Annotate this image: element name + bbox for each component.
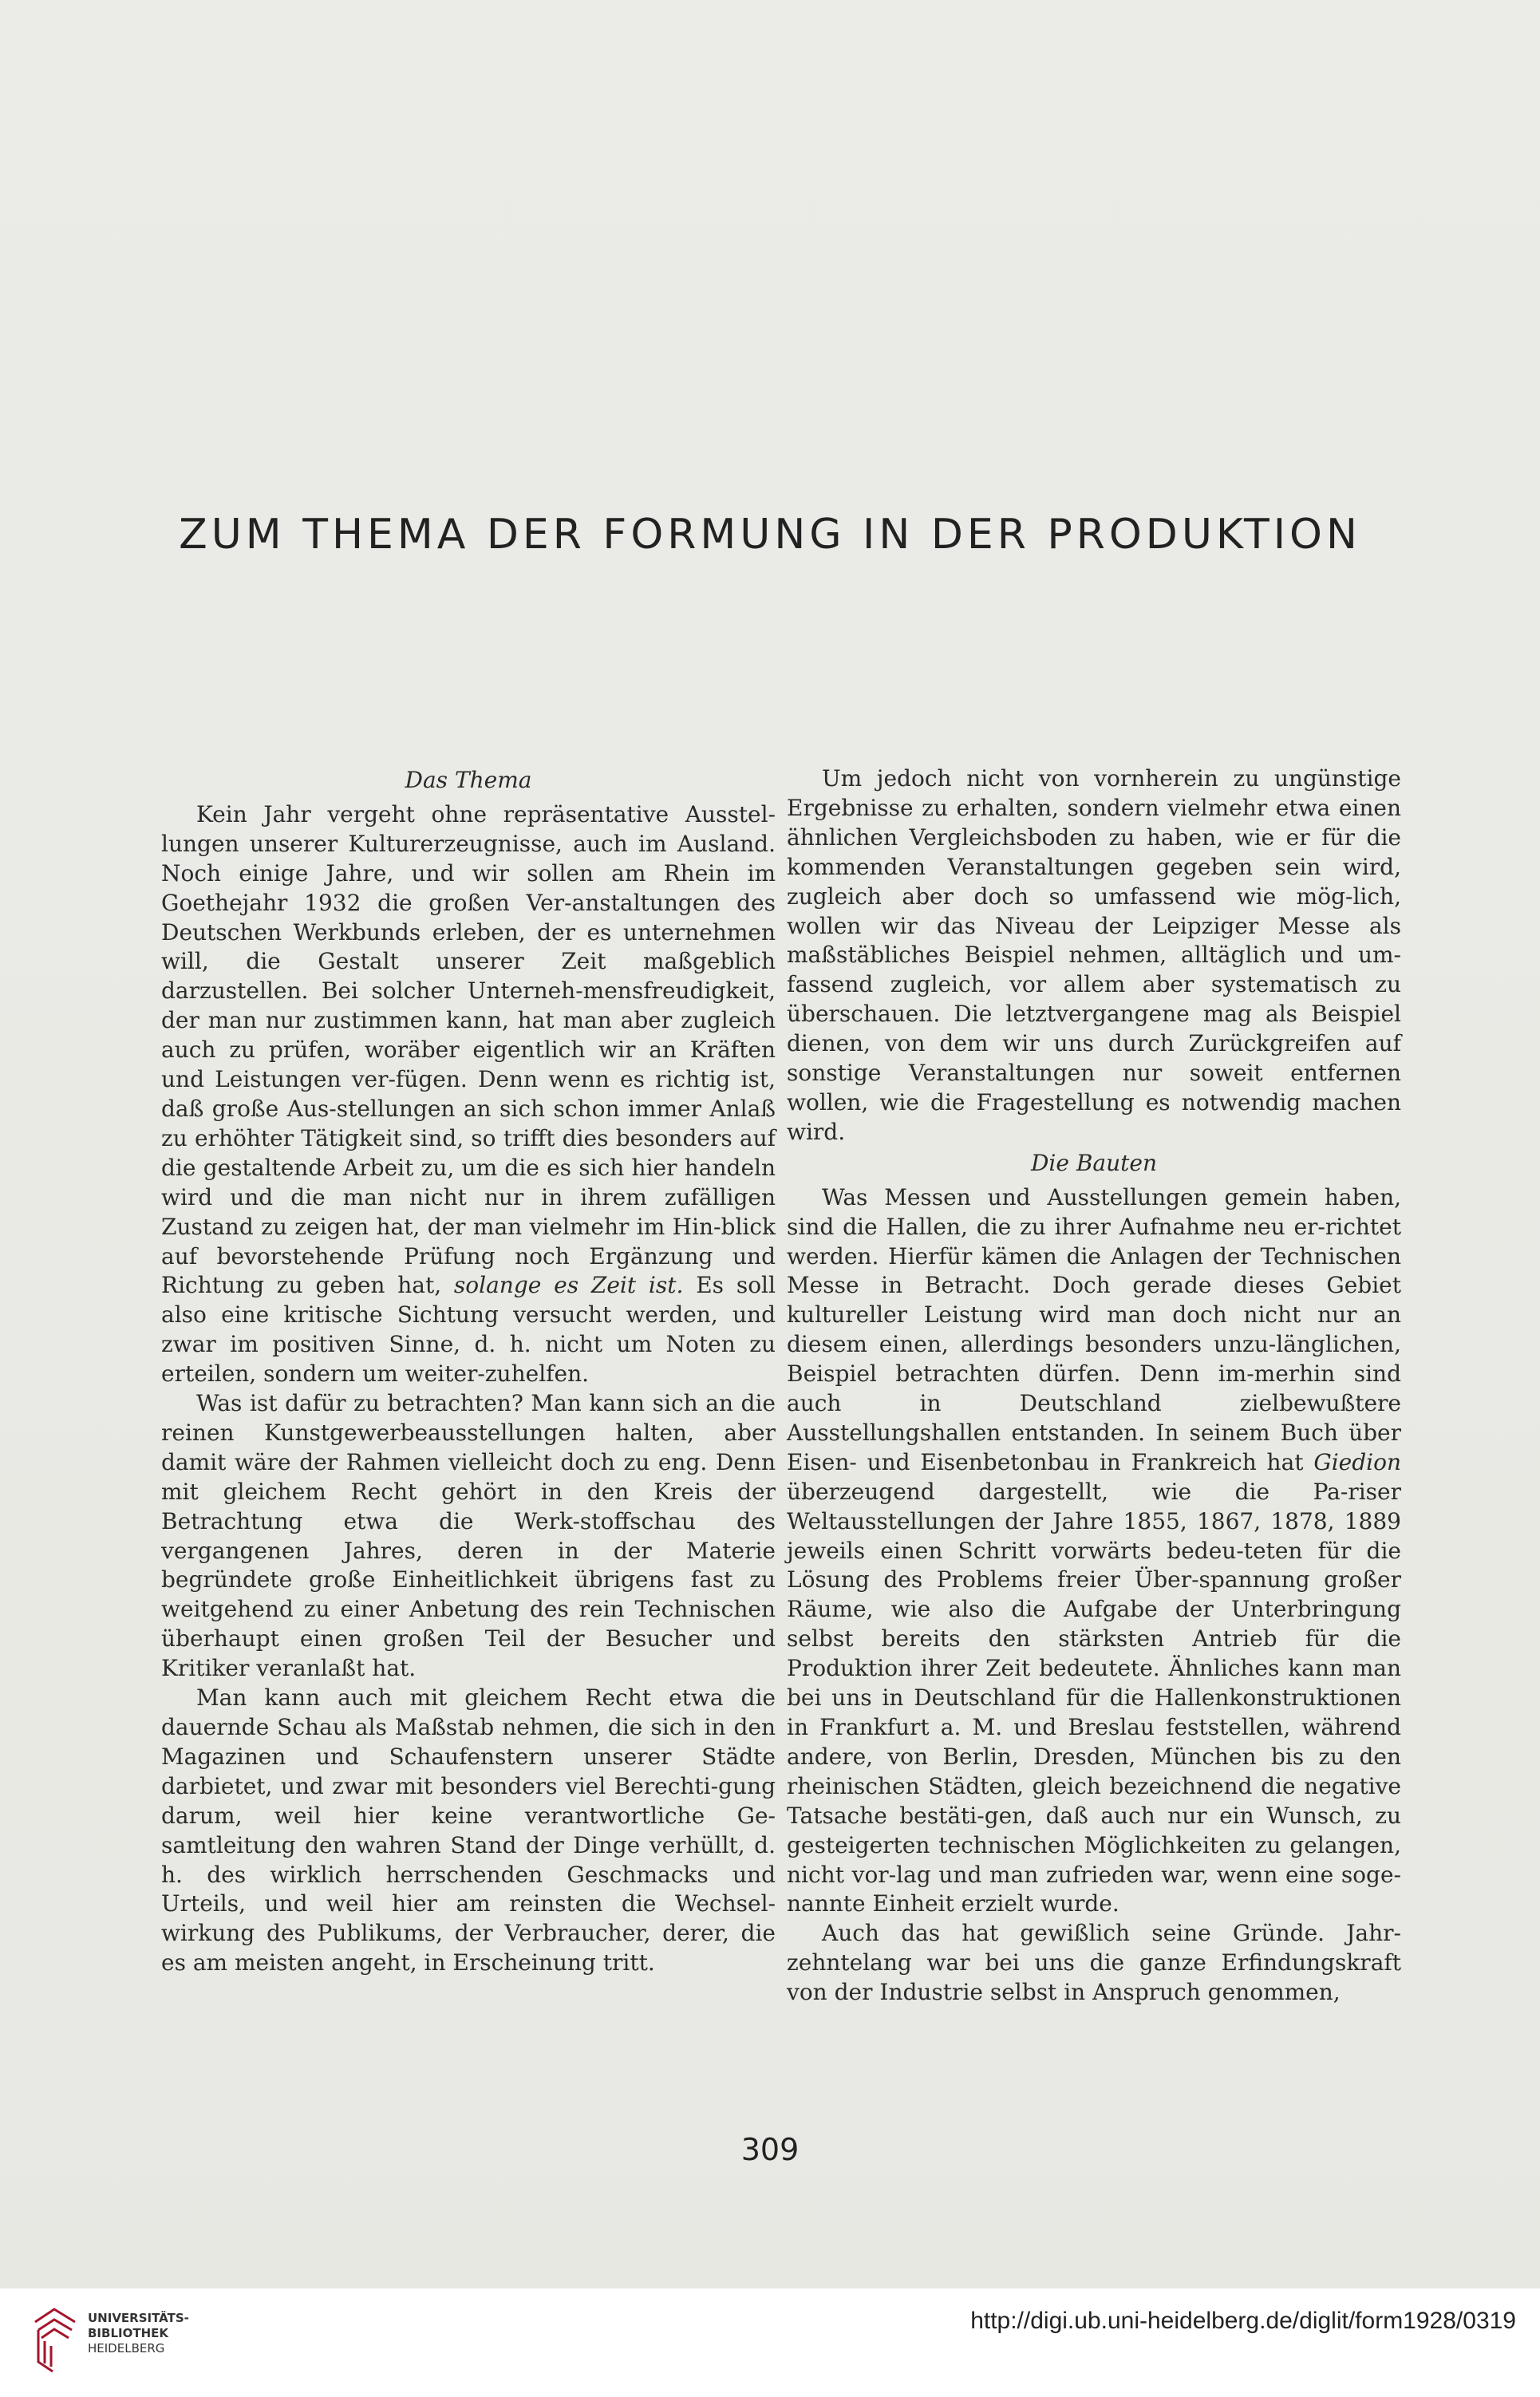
library-line: BIBLIOTHEK <box>88 2326 168 2340</box>
emphasis-text: Giedion <box>1313 1448 1401 1475</box>
emphasis-text: solange es Zeit ist. <box>453 1272 684 1299</box>
article-title: ZUM THEMA DER FORMUNG IN DER PRODUKTION <box>179 511 1361 559</box>
library-line: UNIVERSITÄTS- <box>88 2311 189 2325</box>
paragraph: Was ist dafür zu betrachten? Man kann sich an die reinen Kunstgewerbeausstellungen halten, aber damit wäre der Rahmen vielleicht doch zu eng. Denn mit gleichem Recht gehört in den Kreis der Betrachtung etwa die Werk-stoffschau des vergangenen Jahres, deren in der Materie begründete große Einheitlichkeit übrigens fast zu weitgehend zu einer Anbetung des rein Technischen überhaupt einen großen Teil der Besucher und Kritiker veranlaßt hat. <box>161 1390 776 1682</box>
library-name <box>88 2311 189 2356</box>
page-number: 309 <box>740 2132 800 2167</box>
library-line: HEIDELBERG <box>88 2341 165 2356</box>
paragraph <box>787 1183 1401 1920</box>
paragraph-text: Es soll also eine kritische Sichtung versucht werden, und zwar im positiven Sinne, d. h. nicht um Noten zu erteilen, sondern um weiter-zuhelfen. <box>161 1272 776 1388</box>
right-column <box>787 764 1401 2008</box>
section-heading: Das Thema <box>405 767 532 793</box>
paragraph: Auch das hat gewißlich seine Gründe. Jahr-zehntelang war bei uns die ganze Erfindungskraft von der Industrie selbst in Anspruch genommen, <box>787 1920 1401 2006</box>
section-heading: Die Bauten <box>1030 1149 1158 1176</box>
left-column <box>161 764 776 1978</box>
source-url-link[interactable]: http://digi.ub.uni-heidelberg.de/diglit/form1928/0319 <box>970 2308 1516 2334</box>
paragraph-text: Was Messen und Ausstellungen gemein haben, sind die Hallen, die zu ihrer Aufnahme neu er-richtet werden. Hierfür kämen die Anlagen der Technischen Messe in Betracht. Doch gerade dieses Gebiet kultureller Leistung wird man doch nicht nur an diesem einen, allerdings besonders unzu-länglichen, Beispiel betrachten dürfen. Denn im-merhin sind auch in Deutschland zielbewußtere Ausstellungshallen entstanden. In seinem Buch über Eisen- und Eisenbetonbau in Frankreich hat <box>787 1183 1401 1475</box>
paragraph: Man kann auch mit gleichem Recht etwa die dauernde Schau als Maßstab nehmen, die sich in den Magazinen und Schaufenstern unserer Städte darbietet, und zwar mit besonders viel Berechti-gung darum, weil hier keine verantwortliche Ge-samtleitung den wahren Stand der Dinge verhüllt, d. h. des wirklich herrschenden Geschmacks und Urteils, und weil hier am reinsten die Wechsel-wirkung des Publikums, der Verbraucher, derer, die es am meisten angeht, in Erscheinung tritt. <box>161 1684 776 1976</box>
library-logo-icon <box>30 2306 80 2375</box>
paragraph-text: Kein Jahr vergeht ohne repräsentative Ausstel-lungen unserer Kulturerzeugnisse, auch im Ausland. Noch einige Jahre, und wir sollen am Rhein im Goethejahr 1932 die großen Ver-anstaltungen des Deutschen Werkbunds erleben, der es unternehmen will, die Gestalt unserer Zeit maßgeblich darzustellen. Bei solcher Unterneh-mensfreudigkeit, der man nur zustimmen kann, hat man aber zugleich auch zu prüfen, woräber eigentlich wir an Kräften und Leistungen ver-fügen. Denn wenn es richtig ist, daß große Aus-stellungen an sich schon immer Anlaß zu erhöhter Tätigkeit sind, so trifft dies besonders auf die gestaltende Arbeit zu, um die es sich hier handeln wird und die man nicht nur in ihrem zufälligen Zustand zu zeigen hat, der man vielmehr im Hin-blick auf bevorstehende Prüfung noch Ergänzung und Richtung zu geben hat, <box>161 800 776 1299</box>
paragraph: Um jedoch nicht von vornherein zu ungünstige Ergebnisse zu erhalten, sondern vielmehr etwa einen ähnlichen Vergleichsboden zu haben, wie er für die kommenden Veranstaltungen gegeben sein wird, zugleich aber doch so umfassend wie mög-lich, wollen wir das Niveau der Leipziger Messe als maßstäbliches Beispiel nehmen, alltäglich und um-fassend zugleich, vor allem aber systematisch zu überschauen. Die letztvergangene mag als Beispiel dienen, von dem wir uns durch Zurückgreifen auf sonstige Veranstaltungen nur soweit entfernen wollen, wie die Fragestellung es notwendig machen wird. <box>787 765 1401 1145</box>
footer-bar <box>0 2288 1540 2397</box>
paragraph-text: überzeugend dargestellt, wie die Pa-riser Weltausstellungen der Jahre 1855, 1867, 1878, 1889 jeweils einen Schritt vorwärts bedeu-teten für die Lösung des Problems freier Über-spannung großer Räume, wie also die Aufgabe der Unterbringung selbst bereits den stärksten Antrieb für die Produktion ihrer Zeit bedeutete. Ähnliches kann man bei uns in Deutschland für die Hallenkonstruktionen in Frankfurt a. M. und Breslau feststellen, während andere, von Berlin, Dresden, München bis zu den rheinischen Städten, gleich bezeichnend die negative Tatsache bestäti-gen, daß auch nur ein Wunsch, zu gesteigerten technischen Möglichkeiten zu gelangen, nicht vor-lag und man zufrieden war, wenn eine soge-nannte Einheit erzielt wurde. <box>787 1478 1401 1917</box>
paragraph <box>161 800 776 1389</box>
